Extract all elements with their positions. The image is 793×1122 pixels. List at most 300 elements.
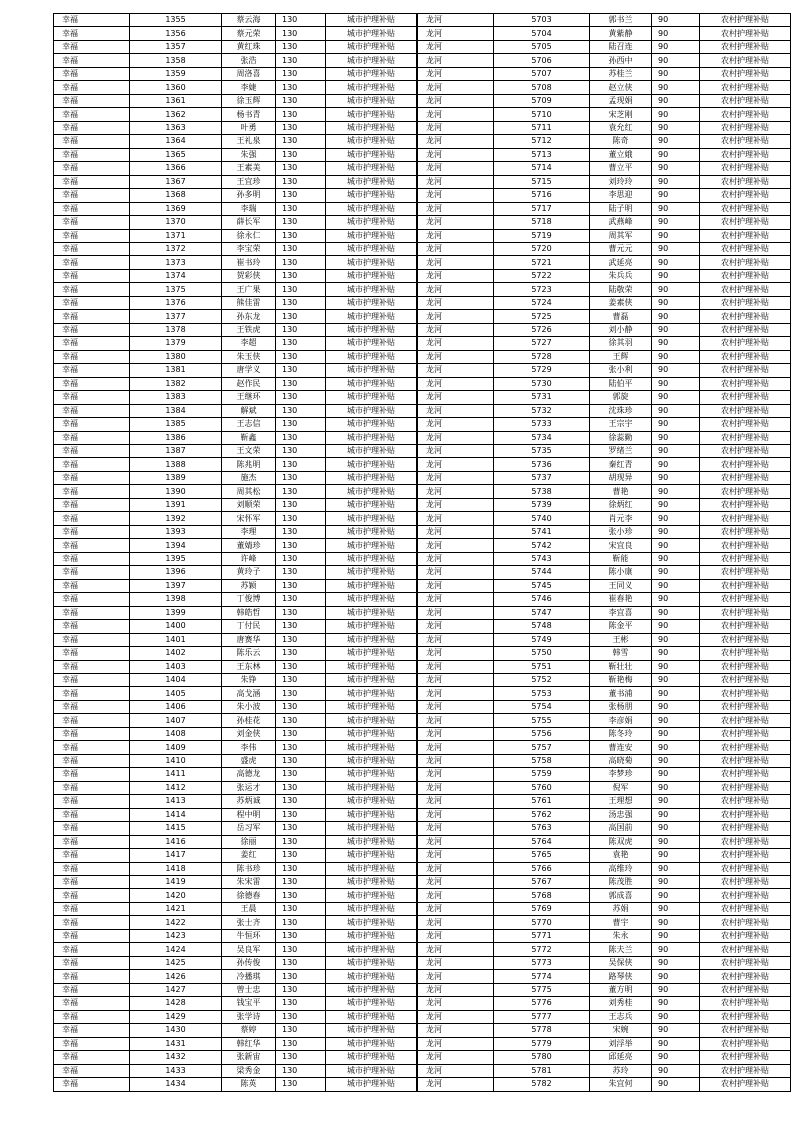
subsidy-type-cell: 农村护理补贴	[700, 269, 791, 282]
name-cell: 薛长军	[222, 216, 276, 229]
subsidy-type-cell: 农村护理补贴	[700, 835, 791, 848]
serial-number-cell: 1418	[130, 862, 222, 875]
table-row	[418, 94, 791, 107]
amount-cell: 130	[276, 445, 326, 458]
subsidy-type-cell: 城市护理补贴	[326, 27, 417, 40]
name-cell: 王彬	[590, 633, 652, 646]
amount-cell: 130	[276, 781, 326, 794]
serial-number-cell: 1373	[130, 256, 222, 269]
subsidy-type-cell: 农村护理补贴	[700, 1010, 791, 1023]
table-row	[54, 754, 417, 767]
region-cell: 龙河	[418, 256, 494, 269]
subsidy-type-cell: 农村护理补贴	[700, 862, 791, 875]
subsidy-type-cell: 城市护理补贴	[326, 364, 417, 377]
name-cell: 汤忠强	[590, 808, 652, 821]
region-cell: 龙河	[418, 310, 494, 323]
amount-cell: 130	[276, 620, 326, 633]
region-cell: 幸福	[54, 337, 130, 350]
name-cell: 李伟	[222, 741, 276, 754]
table-row	[54, 498, 417, 511]
subsidy-type-cell: 农村护理补贴	[700, 148, 791, 161]
name-cell: 曹宇	[590, 916, 652, 929]
serial-number-cell: 1362	[130, 108, 222, 121]
subsidy-type-cell: 城市护理补贴	[326, 391, 417, 404]
table-row	[418, 202, 791, 215]
region-cell: 龙河	[418, 81, 494, 94]
region-cell: 幸福	[54, 741, 130, 754]
serial-number-cell: 5779	[494, 1037, 590, 1050]
serial-number-cell: 1367	[130, 175, 222, 188]
serial-number-cell: 1389	[130, 471, 222, 484]
table-row	[418, 902, 791, 915]
region-cell: 龙河	[418, 673, 494, 686]
amount-cell: 130	[276, 431, 326, 444]
subsidy-type-cell: 城市护理补贴	[326, 418, 417, 431]
table-row	[54, 956, 417, 969]
region-cell: 幸福	[54, 445, 130, 458]
table-row	[418, 364, 791, 377]
amount-cell: 130	[276, 593, 326, 606]
amount-cell: 130	[276, 94, 326, 107]
region-cell: 龙河	[418, 121, 494, 134]
region-cell: 幸福	[54, 431, 130, 444]
name-cell: 李超	[222, 337, 276, 350]
amount-cell: 90	[652, 822, 700, 835]
subsidy-table-left	[53, 13, 417, 1092]
subsidy-type-cell: 农村护理补贴	[700, 54, 791, 67]
serial-number-cell: 1394	[130, 539, 222, 552]
name-cell: 牛恒环	[222, 929, 276, 942]
subsidy-type-cell: 农村护理补贴	[700, 121, 791, 134]
subsidy-type-cell: 城市护理补贴	[326, 14, 417, 27]
serial-number-cell: 5757	[494, 741, 590, 754]
amount-cell: 90	[652, 687, 700, 700]
amount-cell: 130	[276, 498, 326, 511]
name-cell: 叶勇	[222, 121, 276, 134]
serial-number-cell: 5720	[494, 242, 590, 255]
table-row	[418, 108, 791, 121]
table-row	[54, 849, 417, 862]
table-row	[54, 566, 417, 579]
region-cell: 幸福	[54, 943, 130, 956]
region-cell: 幸福	[54, 202, 130, 215]
subsidy-type-cell: 城市护理补贴	[326, 67, 417, 80]
region-cell: 龙河	[418, 620, 494, 633]
region-cell: 幸福	[54, 835, 130, 848]
name-cell: 李婕	[222, 81, 276, 94]
table-row	[54, 202, 417, 215]
serial-number-cell: 1426	[130, 970, 222, 983]
region-cell: 幸福	[54, 296, 130, 309]
name-cell: 王宜珍	[222, 175, 276, 188]
subsidy-type-cell: 城市护理补贴	[326, 525, 417, 538]
amount-cell: 130	[276, 256, 326, 269]
table-row	[418, 229, 791, 242]
amount-cell: 90	[652, 135, 700, 148]
amount-cell: 130	[276, 552, 326, 565]
serial-number-cell: 1425	[130, 956, 222, 969]
subsidy-type-cell: 城市护理补贴	[326, 445, 417, 458]
amount-cell: 130	[276, 108, 326, 121]
serial-number-cell: 5744	[494, 566, 590, 579]
serial-number-cell: 1364	[130, 135, 222, 148]
amount-cell: 130	[276, 67, 326, 80]
table-row	[54, 94, 417, 107]
name-cell: 贺彩侠	[222, 269, 276, 282]
subsidy-type-cell: 农村护理补贴	[700, 189, 791, 202]
subsidy-type-cell: 农村护理补贴	[700, 781, 791, 794]
region-cell: 龙河	[418, 485, 494, 498]
amount-cell: 130	[276, 929, 326, 942]
subsidy-type-cell: 农村护理补贴	[700, 512, 791, 525]
table-row	[54, 40, 417, 53]
serial-number-cell: 5714	[494, 162, 590, 175]
subsidy-type-cell: 农村护理补贴	[700, 391, 791, 404]
serial-number-cell: 1392	[130, 512, 222, 525]
serial-number-cell: 1427	[130, 983, 222, 996]
region-cell: 幸福	[54, 1078, 130, 1091]
subsidy-type-cell: 城市护理补贴	[326, 431, 417, 444]
region-cell: 龙河	[418, 202, 494, 215]
subsidy-type-cell: 城市护理补贴	[326, 606, 417, 619]
region-cell: 幸福	[54, 1064, 130, 1077]
table-row	[418, 216, 791, 229]
amount-cell: 130	[276, 1010, 326, 1023]
serial-number-cell: 5737	[494, 471, 590, 484]
region-cell: 龙河	[418, 283, 494, 296]
table-row	[54, 673, 417, 686]
amount-cell: 90	[652, 108, 700, 121]
subsidy-type-cell: 城市护理补贴	[326, 943, 417, 956]
amount-cell: 90	[652, 727, 700, 740]
name-cell: 王素美	[222, 162, 276, 175]
region-cell: 幸福	[54, 593, 130, 606]
name-cell: 高维玲	[590, 862, 652, 875]
serial-number-cell: 1366	[130, 162, 222, 175]
subsidy-type-cell: 农村护理补贴	[700, 620, 791, 633]
amount-cell: 90	[652, 862, 700, 875]
table-row	[418, 498, 791, 511]
amount-cell: 130	[276, 242, 326, 255]
table-row	[418, 54, 791, 67]
table-row	[54, 431, 417, 444]
name-cell: 盛虎	[222, 754, 276, 767]
subsidy-type-cell: 城市护理补贴	[326, 94, 417, 107]
serial-number-cell: 5766	[494, 862, 590, 875]
subsidy-type-cell: 城市护理补贴	[326, 1037, 417, 1050]
serial-number-cell: 5742	[494, 539, 590, 552]
name-cell: 李彦娟	[590, 714, 652, 727]
name-cell: 武燕峰	[590, 216, 652, 229]
table-row	[418, 633, 791, 646]
table-row	[54, 54, 417, 67]
subsidy-type-cell: 农村护理补贴	[700, 498, 791, 511]
serial-number-cell: 5743	[494, 552, 590, 565]
table-row	[418, 943, 791, 956]
name-cell: 王宗宇	[590, 418, 652, 431]
subsidy-type-cell: 农村护理补贴	[700, 418, 791, 431]
region-cell: 龙河	[418, 647, 494, 660]
region-cell: 龙河	[418, 956, 494, 969]
amount-cell: 90	[652, 364, 700, 377]
subsidy-type-cell: 城市护理补贴	[326, 876, 417, 889]
subsidy-type-cell: 农村护理补贴	[700, 700, 791, 713]
amount-cell: 90	[652, 27, 700, 40]
region-cell: 幸福	[54, 754, 130, 767]
region-cell: 龙河	[418, 54, 494, 67]
serial-number-cell: 5759	[494, 768, 590, 781]
region-cell: 龙河	[418, 40, 494, 53]
name-cell: 陆子明	[590, 202, 652, 215]
name-cell: 胡现异	[590, 471, 652, 484]
serial-number-cell: 5777	[494, 1010, 590, 1023]
serial-number-cell: 5706	[494, 54, 590, 67]
name-cell: 黄玲子	[222, 566, 276, 579]
name-cell: 靳鑫	[222, 431, 276, 444]
amount-cell: 130	[276, 121, 326, 134]
region-cell: 幸福	[54, 1024, 130, 1037]
subsidy-type-cell: 城市护理补贴	[326, 54, 417, 67]
serial-number-cell: 5765	[494, 849, 590, 862]
table-row	[418, 40, 791, 53]
serial-number-cell: 1375	[130, 283, 222, 296]
serial-number-cell: 5746	[494, 593, 590, 606]
amount-cell: 130	[276, 660, 326, 673]
amount-cell: 90	[652, 485, 700, 498]
table-row	[54, 27, 417, 40]
subsidy-type-cell: 农村护理补贴	[700, 579, 791, 592]
serial-number-cell: 5717	[494, 202, 590, 215]
serial-number-cell: 1371	[130, 229, 222, 242]
amount-cell: 130	[276, 525, 326, 538]
amount-cell: 90	[652, 1010, 700, 1023]
subsidy-type-cell: 城市护理补贴	[326, 40, 417, 53]
region-cell: 幸福	[54, 27, 130, 40]
serial-number-cell: 1422	[130, 916, 222, 929]
subsidy-type-cell: 农村护理补贴	[700, 552, 791, 565]
serial-number-cell: 1368	[130, 189, 222, 202]
table-row	[54, 579, 417, 592]
region-cell: 幸福	[54, 108, 130, 121]
table-row	[418, 296, 791, 309]
name-cell: 刘顺荣	[222, 498, 276, 511]
name-cell: 陈书珍	[222, 862, 276, 875]
amount-cell: 130	[276, 808, 326, 821]
serial-number-cell: 5711	[494, 121, 590, 134]
table-row	[54, 108, 417, 121]
region-cell: 幸福	[54, 54, 130, 67]
subsidy-type-cell: 城市护理补贴	[326, 1078, 417, 1091]
subsidy-type-cell: 农村护理补贴	[700, 956, 791, 969]
name-cell: 徐玉辉	[222, 94, 276, 107]
region-cell: 幸福	[54, 404, 130, 417]
region-cell: 幸福	[54, 512, 130, 525]
table-row	[418, 269, 791, 282]
region-cell: 幸福	[54, 673, 130, 686]
amount-cell: 130	[276, 471, 326, 484]
name-cell: 陆敬荣	[590, 283, 652, 296]
subsidy-type-cell: 农村护理补贴	[700, 94, 791, 107]
subsidy-type-cell: 农村护理补贴	[700, 14, 791, 27]
region-cell: 龙河	[418, 687, 494, 700]
serial-number-cell: 1385	[130, 418, 222, 431]
table-row	[54, 216, 417, 229]
subsidy-type-cell: 农村护理补贴	[700, 256, 791, 269]
name-cell: 高国前	[590, 822, 652, 835]
table-row	[54, 1051, 417, 1064]
subsidy-type-cell: 城市护理补贴	[326, 727, 417, 740]
amount-cell: 130	[276, 269, 326, 282]
amount-cell: 90	[652, 929, 700, 942]
serial-number-cell: 5750	[494, 647, 590, 660]
name-cell: 陈金平	[590, 620, 652, 633]
serial-number-cell: 5764	[494, 835, 590, 848]
amount-cell: 90	[652, 633, 700, 646]
name-cell: 朱宜何	[590, 1078, 652, 1091]
name-cell: 曹元元	[590, 242, 652, 255]
name-cell: 蔡元荣	[222, 27, 276, 40]
serial-number-cell: 1360	[130, 81, 222, 94]
name-cell: 陈茂胜	[590, 876, 652, 889]
subsidy-type-cell: 农村护理补贴	[700, 929, 791, 942]
serial-number-cell: 5774	[494, 970, 590, 983]
region-cell: 幸福	[54, 647, 130, 660]
amount-cell: 130	[276, 175, 326, 188]
table-row	[418, 849, 791, 862]
serial-number-cell: 1430	[130, 1024, 222, 1037]
region-cell: 龙河	[418, 67, 494, 80]
serial-number-cell: 5770	[494, 916, 590, 929]
name-cell: 熊佳雷	[222, 296, 276, 309]
amount-cell: 130	[276, 566, 326, 579]
region-cell: 幸福	[54, 418, 130, 431]
table-row	[418, 727, 791, 740]
subsidy-type-cell: 农村护理补贴	[700, 337, 791, 350]
table-row	[418, 647, 791, 660]
subsidy-type-cell: 农村护理补贴	[700, 364, 791, 377]
subsidy-type-cell: 农村护理补贴	[700, 202, 791, 215]
serial-number-cell: 5728	[494, 350, 590, 363]
serial-number-cell: 1428	[130, 997, 222, 1010]
serial-number-cell: 1377	[130, 310, 222, 323]
table-row	[54, 364, 417, 377]
subsidy-type-cell: 农村护理补贴	[700, 902, 791, 915]
table-row	[54, 714, 417, 727]
name-cell: 张新宙	[222, 1051, 276, 1064]
region-cell: 幸福	[54, 148, 130, 161]
name-cell: 董婧珍	[222, 539, 276, 552]
table-row	[54, 808, 417, 821]
serial-number-cell: 1355	[130, 14, 222, 27]
table-row	[54, 781, 417, 794]
region-cell: 龙河	[418, 337, 494, 350]
table-row	[418, 242, 791, 255]
region-cell: 龙河	[418, 1010, 494, 1023]
name-cell: 韩红华	[222, 1037, 276, 1050]
subsidy-type-cell: 城市护理补贴	[326, 283, 417, 296]
name-cell: 陈乐云	[222, 647, 276, 660]
name-cell: 施杰	[222, 471, 276, 484]
region-cell: 龙河	[418, 189, 494, 202]
amount-cell: 130	[276, 404, 326, 417]
amount-cell: 90	[652, 323, 700, 336]
amount-cell: 90	[652, 566, 700, 579]
serial-number-cell: 5730	[494, 377, 590, 390]
amount-cell: 90	[652, 162, 700, 175]
amount-cell: 130	[276, 202, 326, 215]
name-cell: 张学诗	[222, 1010, 276, 1023]
subsidy-type-cell: 城市护理补贴	[326, 135, 417, 148]
subsidy-type-cell: 城市护理补贴	[326, 310, 417, 323]
serial-number-cell: 1387	[130, 445, 222, 458]
subsidy-type-cell: 城市护理补贴	[326, 121, 417, 134]
table-row	[418, 1024, 791, 1037]
serial-number-cell: 5727	[494, 337, 590, 350]
name-cell: 李思迎	[590, 189, 652, 202]
amount-cell: 90	[652, 391, 700, 404]
amount-cell: 90	[652, 148, 700, 161]
name-cell: 张士齐	[222, 916, 276, 929]
serial-number-cell: 1376	[130, 296, 222, 309]
amount-cell: 130	[276, 310, 326, 323]
table-row	[418, 593, 791, 606]
region-cell: 龙河	[418, 539, 494, 552]
table-row	[418, 579, 791, 592]
amount-cell: 90	[652, 1037, 700, 1050]
subsidy-type-cell: 农村护理补贴	[700, 283, 791, 296]
name-cell: 袁允红	[590, 121, 652, 134]
table-row	[418, 754, 791, 767]
name-cell: 张浩	[222, 54, 276, 67]
name-cell: 王辉	[590, 350, 652, 363]
amount-cell: 90	[652, 606, 700, 619]
amount-cell: 130	[276, 418, 326, 431]
region-cell: 幸福	[54, 822, 130, 835]
table-row	[418, 525, 791, 538]
subsidy-type-cell: 农村护理补贴	[700, 1051, 791, 1064]
table-row	[418, 956, 791, 969]
name-cell: 靳能	[590, 552, 652, 565]
serial-number-cell: 1397	[130, 579, 222, 592]
amount-cell: 90	[652, 647, 700, 660]
name-cell: 许峰	[222, 552, 276, 565]
region-cell: 幸福	[54, 781, 130, 794]
region-cell: 幸福	[54, 175, 130, 188]
name-cell: 陈夫兰	[590, 943, 652, 956]
serial-number-cell: 1431	[130, 1037, 222, 1050]
amount-cell: 90	[652, 902, 700, 915]
region-cell: 幸福	[54, 876, 130, 889]
name-cell: 杨书青	[222, 108, 276, 121]
serial-number-cell: 1380	[130, 350, 222, 363]
name-cell: 张运才	[222, 781, 276, 794]
name-cell: 刘小静	[590, 323, 652, 336]
table-row	[418, 189, 791, 202]
table-row	[54, 1037, 417, 1050]
subsidy-type-cell: 农村护理补贴	[700, 81, 791, 94]
subsidy-type-cell: 农村护理补贴	[700, 876, 791, 889]
table-row	[54, 135, 417, 148]
amount-cell: 130	[276, 148, 326, 161]
subsidy-type-cell: 城市护理补贴	[326, 633, 417, 646]
subsidy-type-cell: 农村护理补贴	[700, 216, 791, 229]
table-row	[418, 162, 791, 175]
subsidy-type-cell: 农村护理补贴	[700, 660, 791, 673]
serial-number-cell: 1406	[130, 700, 222, 713]
table-row	[54, 148, 417, 161]
amount-cell: 130	[276, 189, 326, 202]
serial-number-cell: 5741	[494, 525, 590, 538]
